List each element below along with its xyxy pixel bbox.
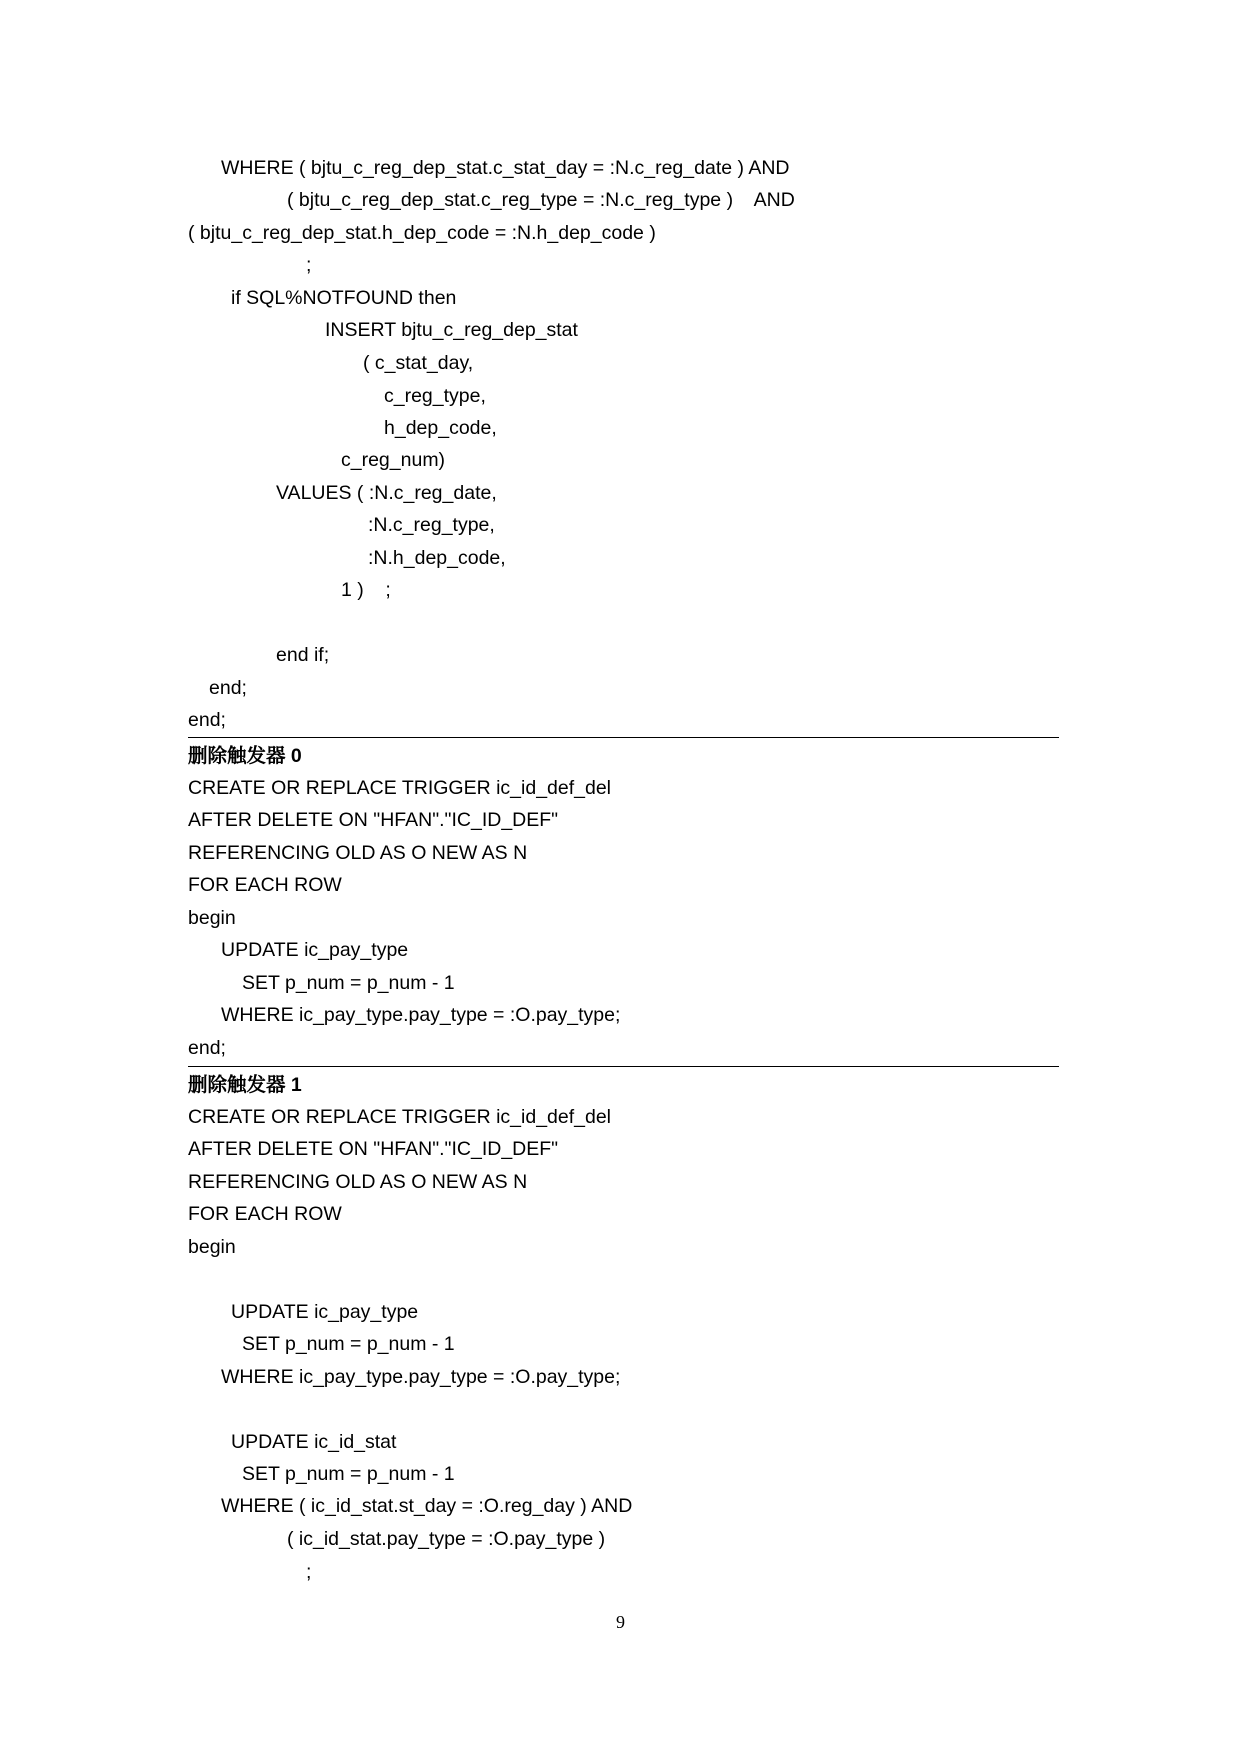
code-line: ( bjtu_c_reg_dep_stat.c_reg_type = :N.c_reg_type ) AND bbox=[287, 189, 795, 211]
code-line: end; bbox=[209, 677, 247, 699]
code-line: AFTER DELETE ON "HFAN"."IC_ID_DEF" bbox=[188, 1138, 559, 1160]
code-line: ( ic_id_stat.pay_type = :O.pay_type ) bbox=[287, 1528, 606, 1550]
code-line: ; bbox=[306, 254, 312, 276]
code-line: 1 ) ; bbox=[341, 579, 391, 601]
code-line: begin bbox=[188, 907, 236, 929]
code-line: ; bbox=[306, 1561, 312, 1583]
code-line: INSERT bjtu_c_reg_dep_stat bbox=[325, 319, 578, 341]
code-line: end; bbox=[188, 1037, 226, 1059]
code-line: WHERE ( bjtu_c_reg_dep_stat.c_stat_day = :N.c_reg_date ) AND bbox=[221, 157, 790, 179]
code-line: end; bbox=[188, 709, 226, 731]
code-line: h_dep_code, bbox=[384, 417, 497, 439]
code-line: REFERENCING OLD AS O NEW AS N bbox=[188, 842, 528, 864]
code-line: REFERENCING OLD AS O NEW AS N bbox=[188, 1171, 528, 1193]
code-line: AFTER DELETE ON "HFAN"."IC_ID_DEF" bbox=[188, 809, 559, 831]
section-divider bbox=[188, 1066, 1059, 1067]
code-line: FOR EACH ROW bbox=[188, 1203, 342, 1225]
code-line: WHERE ( ic_id_stat.st_day = :O.reg_day ) AND bbox=[221, 1495, 633, 1517]
section-divider bbox=[188, 737, 1059, 738]
code-line: CREATE OR REPLACE TRIGGER ic_id_def_del bbox=[188, 1106, 612, 1128]
code-line: UPDATE ic_pay_type bbox=[221, 939, 409, 961]
code-line: c_reg_type, bbox=[384, 385, 486, 407]
code-line: c_reg_num) bbox=[341, 449, 446, 471]
code-line: SET p_num = p_num - 1 bbox=[242, 1333, 455, 1355]
code-line: end if; bbox=[276, 644, 330, 666]
code-line: UPDATE ic_pay_type bbox=[231, 1301, 419, 1323]
code-line: WHERE ic_pay_type.pay_type = :O.pay_type; bbox=[221, 1004, 621, 1026]
code-line: VALUES ( :N.c_reg_date, bbox=[276, 482, 497, 504]
code-line: SET p_num = p_num - 1 bbox=[242, 972, 455, 994]
code-line: begin bbox=[188, 1236, 236, 1258]
code-line: SET p_num = p_num - 1 bbox=[242, 1463, 455, 1485]
code-line: ( c_stat_day, bbox=[363, 352, 474, 374]
code-line: :N.c_reg_type, bbox=[368, 514, 495, 536]
page-number: 9 bbox=[616, 1612, 625, 1632]
code-line: CREATE OR REPLACE TRIGGER ic_id_def_del bbox=[188, 777, 612, 799]
code-line: ( bjtu_c_reg_dep_stat.h_dep_code = :N.h_dep_code ) bbox=[188, 222, 656, 244]
code-line: if SQL%NOTFOUND then bbox=[231, 287, 457, 309]
code-line: UPDATE ic_id_stat bbox=[231, 1431, 397, 1453]
code-line: WHERE ic_pay_type.pay_type = :O.pay_type; bbox=[221, 1366, 621, 1388]
section-heading: 删除触发器 1 bbox=[188, 1074, 302, 1096]
section-heading: 删除触发器 0 bbox=[188, 745, 302, 767]
code-line: FOR EACH ROW bbox=[188, 874, 342, 896]
code-line: :N.h_dep_code, bbox=[368, 547, 506, 569]
